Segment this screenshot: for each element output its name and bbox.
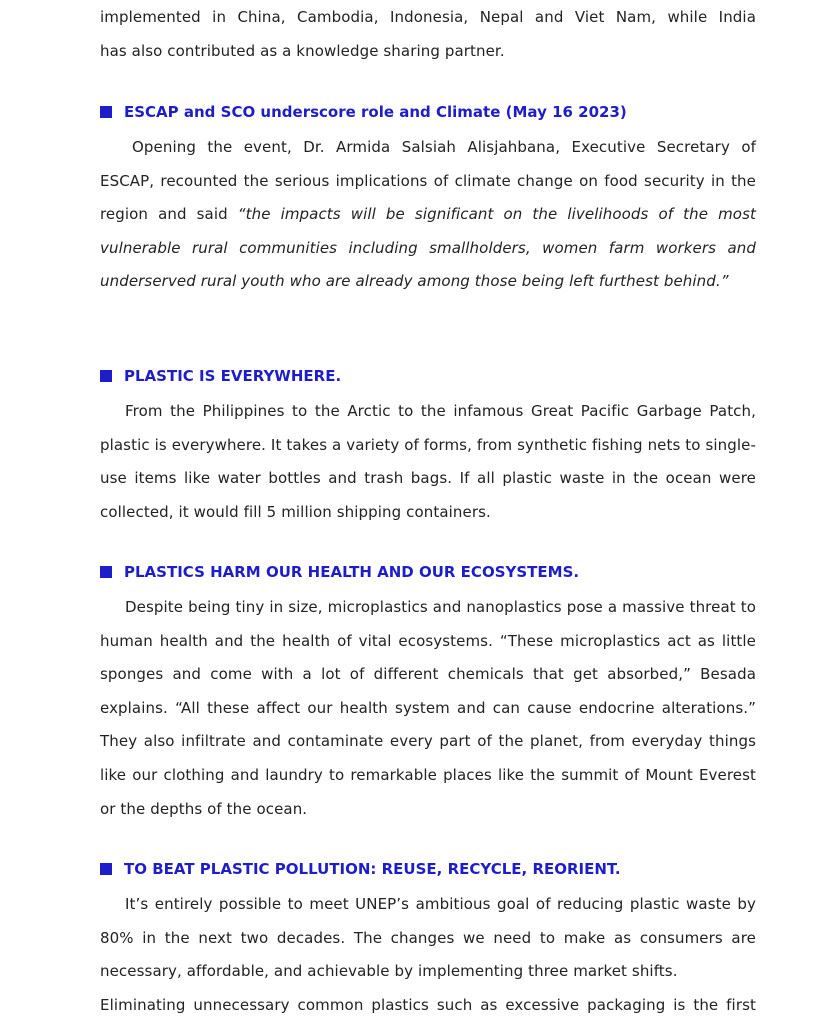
square-bullet-icon <box>100 370 112 382</box>
square-bullet-icon <box>100 106 112 118</box>
section-heading <box>100 562 756 582</box>
section-heading <box>100 366 756 386</box>
section-heading <box>100 859 756 879</box>
intro-line-2: has also contributed as a knowledge sharing partner. <box>100 41 505 60</box>
section-paragraph: Despite being tiny in size, microplastics and nanoplastics pose a massive threat to human health and the health of vital ecosystems. “These microplastics act as little sponges and come with a lot of different chemicals that get absorbed,” Besada explains. “All these affect our health system and can cause endocrine alterations.” They also infiltrate and contaminate every part of the planet, from everyday things like our clothing and laundry to remarkable places like the summit of Mount Everest or the depths of the ocean. <box>100 598 756 818</box>
paragraph-quote: “the impacts will be significant on the livelihoods of the most vulnerable rural communities including smallholders, women farm workers and underserved rural youth who are already among those being left furthest behind.” <box>100 205 756 291</box>
section-escap-sco <box>100 102 756 299</box>
intro-paragraph <box>100 1 756 68</box>
paragraph-text: Opening the event, Dr. Armida Salsiah Alisjahbana, Executive Secretary of ESCAP, recounted the serious implications of climate change on food security in the region and said <box>100 138 756 224</box>
square-bullet-icon <box>100 863 112 875</box>
section-heading-text: PLASTICS HARM OUR HEALTH AND OUR ECOSYSTEMS. <box>124 563 580 581</box>
intro-line-1: implemented in China, Cambodia, Indonesia, Nepal and Viet Nam, while India <box>100 8 756 26</box>
section-beat-plastic-pollution <box>100 859 756 1022</box>
section-heading <box>100 102 756 122</box>
section-heading-text: PLASTIC IS EVERYWHERE. <box>124 367 342 385</box>
section-paragraph: From the Philippines to the Arctic to the infamous Great Pacific Garbage Patch, plastic is everywhere. It takes a variety of forms, from synthetic fishing nets to single-use items like water bottles and trash bags. If all plastic waste in the ocean were collected, it would fill 5 million shipping containers. <box>100 402 756 521</box>
section-paragraph-2: Eliminating unnecessary common plastics such as excessive packaging is the first <box>100 995 756 1014</box>
section-heading-text: ESCAP and SCO underscore role and Climate (May 16 2023) <box>124 103 627 121</box>
section-heading-text: TO BEAT PLASTIC POLLUTION: REUSE, RECYCLE, REORIENT. <box>124 860 621 878</box>
square-bullet-icon <box>100 566 112 578</box>
section-paragraph: It’s entirely possible to meet UNEP’s ambitious goal of reducing plastic waste by 80% in the next two decades. The changes we need to make as consumers are necessary, affordable, and achievable by implementing three market shifts. <box>100 895 756 981</box>
section-plastic-everywhere <box>100 366 756 529</box>
section-paragraph <box>100 131 756 299</box>
section-plastics-harm <box>100 562 756 826</box>
